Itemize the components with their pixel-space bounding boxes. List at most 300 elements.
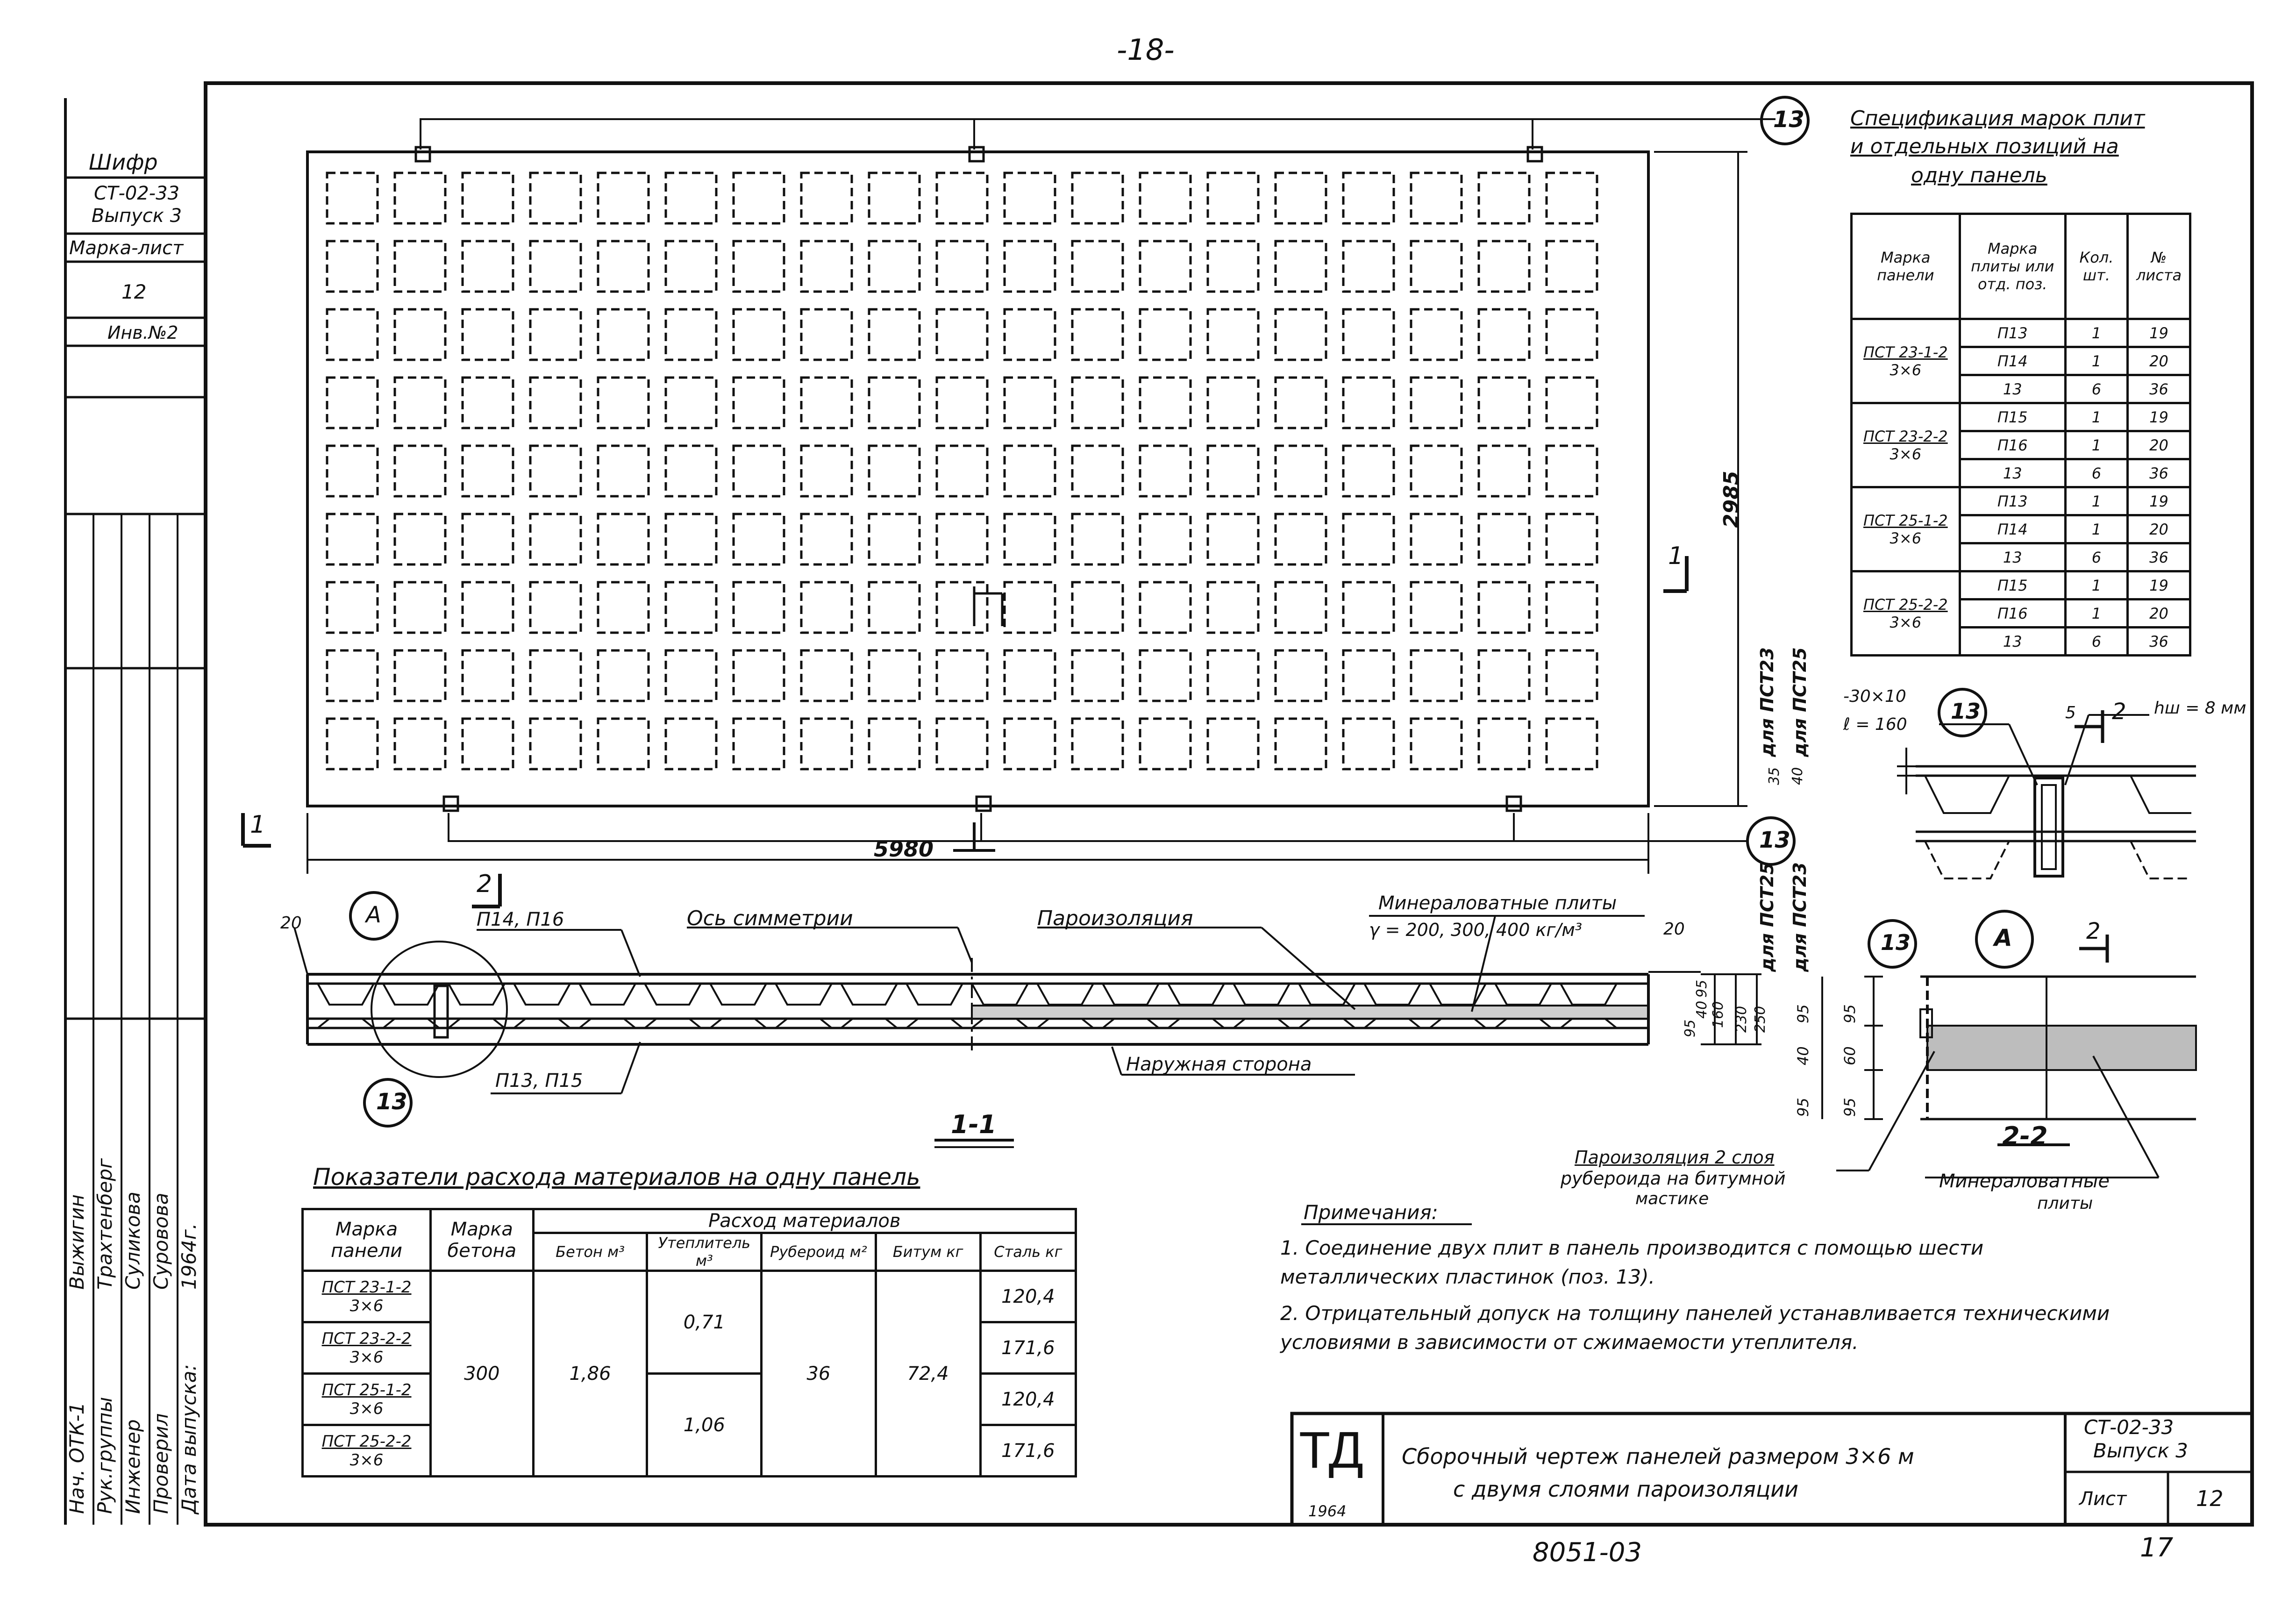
plan-cell bbox=[1276, 241, 1326, 292]
plan-cell bbox=[1479, 514, 1529, 564]
dim-95-b: 95 bbox=[1694, 979, 1710, 998]
spec-cell: 13 bbox=[1960, 628, 2065, 656]
plan-cell bbox=[1343, 378, 1394, 428]
section-rib-top bbox=[972, 984, 1028, 1005]
sheet-label: Лист bbox=[2079, 1488, 2127, 1510]
section-mark-2-plan: 2 bbox=[477, 870, 492, 898]
plan-cell bbox=[463, 514, 513, 564]
section-rib-bottom bbox=[1103, 1019, 1159, 1028]
plan-cell bbox=[1479, 582, 1529, 633]
spec-panel-3: ПСТ 25-1-2 bbox=[1863, 511, 1948, 529]
plan-cell bbox=[1072, 241, 1123, 292]
title-line-1: Сборочный чертеж панелей размером 3×6 м bbox=[1402, 1444, 1914, 1469]
spec-cell: 20 bbox=[2128, 431, 2190, 459]
plan-cell bbox=[869, 378, 920, 428]
spec-cell: 19 bbox=[2128, 487, 2190, 515]
plan-cell bbox=[598, 514, 649, 564]
plan-cell bbox=[734, 241, 784, 292]
dim-250: 250 bbox=[1752, 1006, 1768, 1033]
plan-cell bbox=[937, 173, 987, 223]
plan-cell bbox=[869, 582, 920, 633]
plan-cell bbox=[666, 582, 716, 633]
plan-cell bbox=[1005, 582, 1055, 633]
plan-cell bbox=[1208, 446, 1258, 496]
plan-cell bbox=[1411, 173, 1462, 223]
spec-cell: П13 bbox=[1960, 319, 2065, 347]
plan-cell bbox=[1411, 241, 1462, 292]
spec-col-plate: Марка плиты или отд. поз. bbox=[1960, 214, 2065, 319]
plan-cell bbox=[666, 309, 716, 360]
plan-cell bbox=[1208, 173, 1258, 223]
spec-cell: 20 bbox=[2128, 347, 2190, 375]
spec-cell: П14 bbox=[1960, 515, 2065, 543]
mat-panel-4-mark: ПСТ 25-2-2 bbox=[321, 1432, 412, 1451]
plan-cell bbox=[395, 173, 445, 223]
mat-panel-4 bbox=[303, 1425, 431, 1477]
plan-cell bbox=[937, 241, 987, 292]
inv-number: Инв.№2 bbox=[107, 322, 178, 343]
section-rib-bottom bbox=[449, 1019, 505, 1028]
section-rib-bottom bbox=[1299, 1019, 1355, 1028]
plan-cell bbox=[1072, 719, 1123, 769]
section-rib-top bbox=[1364, 984, 1420, 1005]
plan-cell bbox=[1547, 719, 1597, 769]
dim-2-2-f: 95 bbox=[1841, 1098, 1859, 1117]
marka-list-value: 12 bbox=[121, 280, 147, 303]
spec-cell: 19 bbox=[2128, 571, 2190, 600]
plan-cell bbox=[327, 514, 378, 564]
plan-cell bbox=[937, 514, 987, 564]
vapor-insulation-band bbox=[972, 1006, 1648, 1019]
spec-cell: 36 bbox=[2128, 543, 2190, 571]
plate-size-label: -30×10 bbox=[1843, 687, 1906, 706]
callout-13-detail: 13 bbox=[1951, 699, 1981, 724]
mat-col-ruberoid: Рубероид м² bbox=[762, 1233, 876, 1271]
plan-cell bbox=[1547, 446, 1597, 496]
section-rib-top bbox=[1168, 984, 1224, 1005]
label-symmetry-axis: Ось симметрии bbox=[687, 906, 853, 930]
spec-size-3: 3×6 bbox=[1890, 529, 1922, 547]
plan-cell bbox=[734, 309, 784, 360]
section-rib-bottom bbox=[579, 1019, 635, 1028]
shifr-value: СТ-02-33 Выпуск 3 bbox=[91, 183, 182, 227]
spec-cell: П16 bbox=[1960, 431, 2065, 459]
spec-group-1 bbox=[1852, 319, 1960, 403]
plan-cell bbox=[1005, 378, 1055, 428]
plan-cell bbox=[1140, 309, 1191, 360]
vapor-2-2-line3: мастике bbox=[1635, 1189, 1709, 1208]
plan-cell bbox=[1072, 582, 1123, 633]
spec-cell: 6 bbox=[2065, 459, 2127, 487]
plan-cell bbox=[1276, 650, 1326, 701]
plan-cell bbox=[1411, 378, 1462, 428]
plan-cell bbox=[530, 719, 581, 769]
section-rib-bottom bbox=[1561, 1019, 1617, 1028]
plan-cell bbox=[1343, 173, 1394, 223]
label-p14-p16: П14, П16 bbox=[477, 909, 564, 930]
plan-cell bbox=[530, 378, 581, 428]
mat-col-concrete: Бетон м³ bbox=[533, 1233, 647, 1271]
shifr-label: Шифр bbox=[89, 150, 158, 175]
spec-cell: П15 bbox=[1960, 403, 2065, 431]
label-p13-p15: П13, П15 bbox=[495, 1070, 583, 1092]
section-rib-bottom bbox=[318, 1019, 374, 1028]
name-1: Выжигин bbox=[65, 1194, 88, 1290]
section-1-1-title: 1-1 bbox=[951, 1110, 997, 1139]
plan-cell bbox=[1411, 582, 1462, 633]
spec-cell: 1 bbox=[2065, 431, 2127, 459]
section-rib-bottom bbox=[710, 1019, 766, 1028]
plan-cell bbox=[1343, 719, 1394, 769]
plan-cell bbox=[1547, 514, 1597, 564]
plan-cell bbox=[1547, 173, 1597, 223]
mat-panel-4-size: 3×6 bbox=[349, 1450, 384, 1470]
mat-steel-1: 120,4 bbox=[980, 1271, 1076, 1322]
spec-panel-2: ПСТ 23-2-2 bbox=[1863, 427, 1948, 445]
dim-5: 5 bbox=[2065, 703, 2076, 722]
plan-cell bbox=[1140, 650, 1191, 701]
vapor-2-2-line2: рубероида на битумной bbox=[1561, 1168, 1786, 1189]
spec-cell: П15 bbox=[1960, 571, 2065, 600]
for-pst23-vertical: для ПСТ23 bbox=[1757, 647, 1777, 757]
plan-cell bbox=[327, 582, 378, 633]
plan-cell bbox=[598, 446, 649, 496]
plan-cell bbox=[1547, 650, 1597, 701]
plan-cell bbox=[1343, 241, 1394, 292]
plan-cell bbox=[463, 309, 513, 360]
mat-bitumen: 72,4 bbox=[876, 1271, 980, 1477]
section-rib-top bbox=[645, 984, 701, 1005]
spec-col-qty: Кол. шт. bbox=[2065, 214, 2127, 319]
section-rib-top bbox=[1495, 984, 1551, 1005]
mat-steel-4: 171,6 bbox=[980, 1425, 1076, 1477]
dim-20-right: 20 bbox=[1663, 920, 1685, 939]
plan-cell bbox=[598, 241, 649, 292]
callout-a-section: А bbox=[366, 902, 381, 928]
spec-cell: 13 bbox=[1960, 375, 2065, 403]
plan-cell bbox=[1411, 309, 1462, 360]
label-mineral-plates: Минераловатные плиты bbox=[1378, 892, 1617, 914]
mat-panel-3 bbox=[303, 1374, 431, 1425]
plan-cell bbox=[1276, 446, 1326, 496]
mat-col-insulation: Утеплитель м³ bbox=[647, 1233, 762, 1271]
plan-cell bbox=[937, 582, 987, 633]
for-pst25-2-2: для ПСТ25 bbox=[1757, 862, 1777, 972]
plan-cell bbox=[395, 582, 445, 633]
plan-cell bbox=[530, 650, 581, 701]
mat-col-panel: Марка панели bbox=[303, 1209, 431, 1271]
plan-cell bbox=[1411, 719, 1462, 769]
plan-cell bbox=[463, 582, 513, 633]
title-code-2: Выпуск 3 bbox=[2093, 1439, 2188, 1462]
spec-title-1: Спецификация марок плит bbox=[1850, 107, 2145, 130]
plan-cell bbox=[1411, 514, 1462, 564]
mat-col-group: Расход материалов bbox=[533, 1209, 1076, 1233]
callout-13-2-2: 13 bbox=[1881, 930, 1911, 955]
dims-right-stack bbox=[1682, 979, 1771, 1037]
plan-cell bbox=[1140, 446, 1191, 496]
plan-cell bbox=[1276, 582, 1326, 633]
plan-cell bbox=[1208, 309, 1258, 360]
plate-length-label: ℓ = 160 bbox=[1843, 715, 1907, 734]
section-rib-top bbox=[514, 984, 570, 1005]
spec-cell: П13 bbox=[1960, 487, 2065, 515]
dim-2-2-b: 40 bbox=[1794, 1046, 1812, 1065]
plan-cell bbox=[395, 446, 445, 496]
plan-cells-grid bbox=[327, 173, 1597, 769]
plan-cell bbox=[598, 173, 649, 223]
spec-cell: 20 bbox=[2128, 600, 2190, 628]
plan-cell bbox=[937, 309, 987, 360]
plan-cell bbox=[530, 241, 581, 292]
plan-cell bbox=[801, 378, 852, 428]
section-rib-bottom bbox=[1364, 1019, 1420, 1028]
plan-cell bbox=[801, 446, 852, 496]
plan-cell bbox=[1140, 719, 1191, 769]
dim-40-detail: 40 bbox=[1790, 767, 1806, 785]
dim-2-2-a: 95 bbox=[1794, 1004, 1812, 1023]
materials-title: Показатели расхода материалов на одну панель bbox=[313, 1163, 920, 1191]
spec-cell: 1 bbox=[2065, 600, 2127, 628]
mat-ruberoid: 36 bbox=[762, 1271, 876, 1477]
plan-cell bbox=[598, 650, 649, 701]
spec-cell: 13 bbox=[1960, 543, 2065, 571]
plan-cell bbox=[463, 378, 513, 428]
spec-col-sheet: № листа bbox=[2128, 214, 2190, 319]
spec-cell: 1 bbox=[2065, 487, 2127, 515]
plan-cell bbox=[1276, 514, 1326, 564]
note-1: 1. Соединение двух плит в панель производится с помощью шести металлических пластинок (поз. 13). bbox=[1280, 1236, 1984, 1288]
dim-40: 40 bbox=[1694, 1000, 1710, 1019]
callout-13-top: 13 bbox=[1773, 107, 1804, 133]
section-rib-bottom bbox=[1430, 1019, 1486, 1028]
title-code-1: СТ-02-33 bbox=[2084, 1416, 2174, 1439]
weld-label: hш = 8 мм bbox=[2154, 699, 2246, 718]
plan-cell bbox=[1140, 378, 1191, 428]
plan-cell bbox=[937, 650, 987, 701]
plan-cell bbox=[869, 719, 920, 769]
plan-cell bbox=[869, 514, 920, 564]
plan-cell bbox=[801, 719, 852, 769]
title-line-2: с двумя слоями пароизоляции bbox=[1453, 1477, 1799, 1502]
mat-concrete: 1,86 bbox=[533, 1271, 647, 1477]
spec-group-3 bbox=[1852, 487, 1960, 571]
plan-cell bbox=[666, 514, 716, 564]
plan-cell bbox=[1343, 650, 1394, 701]
mat-panel-3-mark: ПСТ 25-1-2 bbox=[321, 1380, 412, 1399]
spec-group-4 bbox=[1852, 571, 1960, 656]
plan-cell bbox=[1208, 378, 1258, 428]
role-2: Рук.группы bbox=[93, 1397, 116, 1514]
dim-230: 230 bbox=[1733, 1006, 1750, 1033]
plan-cell bbox=[395, 378, 445, 428]
mat-col-steel: Сталь кг bbox=[980, 1233, 1076, 1271]
plan-cell bbox=[1005, 650, 1055, 701]
plan-cell bbox=[801, 582, 852, 633]
plan-cell bbox=[1547, 241, 1597, 292]
label-density: γ = 200, 300, 400 кг/м³ bbox=[1369, 920, 1583, 940]
mat-panel-1 bbox=[303, 1271, 431, 1322]
plan-cell bbox=[463, 446, 513, 496]
section-rib-top bbox=[318, 984, 374, 1005]
title-year: 1964 bbox=[1308, 1502, 1347, 1520]
label-outer-side: Наружная сторона bbox=[1126, 1054, 1312, 1075]
mat-panel-1-size: 3×6 bbox=[349, 1296, 384, 1315]
plan-cell bbox=[937, 719, 987, 769]
mat-panel-2-mark: ПСТ 23-2-2 bbox=[321, 1329, 412, 1348]
plan-cell bbox=[327, 446, 378, 496]
section-rib-bottom bbox=[1495, 1019, 1551, 1028]
plan-cell bbox=[327, 309, 378, 360]
name-2: Трахтенберг bbox=[93, 1158, 116, 1290]
plan-cell bbox=[1208, 514, 1258, 564]
plan-cell bbox=[937, 446, 987, 496]
for-pst25-vertical: для ПСТ25 bbox=[1790, 647, 1810, 757]
mat-panel-2-size: 3×6 bbox=[349, 1348, 384, 1367]
spec-cell: 1 bbox=[2065, 515, 2127, 543]
plan-cell bbox=[1208, 650, 1258, 701]
plan-cell bbox=[801, 173, 852, 223]
plan-cell bbox=[1547, 378, 1597, 428]
section-rib-bottom bbox=[906, 1019, 963, 1028]
section-rib-top bbox=[579, 984, 635, 1005]
mineral-2-2-line1: Минераловатные bbox=[1939, 1171, 2110, 1192]
plan-width-dimension: 5980 bbox=[874, 836, 934, 862]
role-5: Дата выпуска: bbox=[178, 1364, 200, 1514]
plan-cell bbox=[1276, 173, 1326, 223]
plan-cell bbox=[1140, 241, 1191, 292]
marka-list-label: Марка-лист bbox=[69, 237, 184, 259]
spec-col-panel: Марка панели bbox=[1852, 214, 1960, 319]
plan-cell bbox=[395, 309, 445, 360]
plan-cell bbox=[1208, 719, 1258, 769]
sheet-value: 12 bbox=[2196, 1486, 2224, 1511]
plan-cell bbox=[598, 309, 649, 360]
spec-cell: 6 bbox=[2065, 543, 2127, 571]
spec-table bbox=[1850, 213, 2191, 657]
plan-cell bbox=[869, 446, 920, 496]
people-block bbox=[65, 1028, 206, 1523]
plan-cell bbox=[598, 582, 649, 633]
name-3: Суликова bbox=[121, 1192, 144, 1290]
plan-cell bbox=[1140, 173, 1191, 223]
role-1: Нач. ОТК-1 bbox=[65, 1402, 88, 1514]
label-vapor-barrier: Пароизоляция bbox=[1037, 906, 1193, 930]
plan-cell bbox=[869, 241, 920, 292]
plan-cell bbox=[463, 241, 513, 292]
mineral-2-2-line2: плиты bbox=[2037, 1194, 2093, 1213]
dims-2-2 bbox=[1794, 981, 1878, 1121]
spec-panel-1: ПСТ 23-1-2 bbox=[1863, 343, 1948, 361]
plan-cell bbox=[1479, 173, 1529, 223]
mat-panel-2 bbox=[303, 1322, 431, 1374]
mat-col-bitumen: Битум кг bbox=[876, 1233, 980, 1271]
materials-table bbox=[301, 1208, 1077, 1478]
plan-cell bbox=[869, 309, 920, 360]
plan-cell bbox=[530, 309, 581, 360]
name-4: Суровова bbox=[150, 1192, 172, 1290]
section-rib-top bbox=[1234, 984, 1290, 1005]
plan-cell bbox=[1072, 650, 1123, 701]
mat-steel-3: 120,4 bbox=[980, 1374, 1076, 1425]
plan-cell bbox=[734, 378, 784, 428]
for-pst23-2-2: для ПСТ23 bbox=[1790, 862, 1810, 972]
section-rib-bottom bbox=[514, 1019, 570, 1028]
callout-13-plan-bottom: 13 bbox=[1759, 827, 1790, 853]
dim-35: 35 bbox=[1766, 767, 1783, 785]
spec-cell: 6 bbox=[2065, 375, 2127, 403]
section-mark-2-detail-b: 2 bbox=[2086, 918, 2101, 944]
plan-cell bbox=[1343, 582, 1394, 633]
plan-cell bbox=[1005, 719, 1055, 769]
plan-cell bbox=[666, 378, 716, 428]
dim-95-a: 95 bbox=[1682, 1019, 1698, 1037]
plan-height-dimension: 2985 bbox=[1719, 471, 1743, 528]
plan-cell bbox=[530, 173, 581, 223]
plan-cell bbox=[1547, 582, 1597, 633]
footer-stamp: 8051-03 bbox=[1533, 1537, 1642, 1568]
callout-13-section: 13 bbox=[376, 1089, 407, 1115]
plan-cell bbox=[1005, 309, 1055, 360]
footer-page: 17 bbox=[2140, 1533, 2174, 1563]
plan-cell bbox=[1411, 650, 1462, 701]
section-rib-bottom bbox=[1037, 1019, 1093, 1028]
plan-cell bbox=[1072, 173, 1123, 223]
plan-cell bbox=[1208, 582, 1258, 633]
dim-2-2-e: 60 bbox=[1841, 1046, 1859, 1065]
plan-cell bbox=[1479, 309, 1529, 360]
plan-cell bbox=[869, 173, 920, 223]
plan-cell bbox=[1479, 446, 1529, 496]
spec-cell: 36 bbox=[2128, 375, 2190, 403]
spec-cell: 19 bbox=[2128, 403, 2190, 431]
section-mark-1-right: 1 bbox=[1668, 542, 1684, 570]
plan-cell bbox=[598, 378, 649, 428]
plan-cell bbox=[395, 650, 445, 701]
plan-cell bbox=[666, 719, 716, 769]
spec-cell: 19 bbox=[2128, 319, 2190, 347]
plan-cell bbox=[1140, 582, 1191, 633]
plan-cell bbox=[734, 446, 784, 496]
section-rib-bottom bbox=[1168, 1019, 1224, 1028]
spec-title-3: одну панель bbox=[1911, 164, 2047, 187]
plan-cell bbox=[1072, 446, 1123, 496]
section-rib-top bbox=[906, 984, 963, 1005]
plan-cell bbox=[327, 650, 378, 701]
section-rib-bottom bbox=[776, 1019, 832, 1028]
plan-cell bbox=[734, 582, 784, 633]
plan-cell bbox=[1072, 514, 1123, 564]
section-rib-top bbox=[710, 984, 766, 1005]
mat-concrete-grade: 300 bbox=[431, 1271, 533, 1477]
section-rib-top bbox=[1103, 984, 1159, 1005]
plan-cell bbox=[327, 719, 378, 769]
dim-2-2-d: 95 bbox=[1841, 1004, 1859, 1023]
spec-cell: 6 bbox=[2065, 628, 2127, 656]
plan-cell bbox=[463, 650, 513, 701]
plan-cell bbox=[734, 650, 784, 701]
plan-cell bbox=[395, 719, 445, 769]
plan-cell bbox=[734, 719, 784, 769]
spec-size-4: 3×6 bbox=[1890, 613, 1922, 631]
spec-title-2: и отдельных позиций на bbox=[1850, 135, 2119, 158]
section-rib-top bbox=[449, 984, 505, 1005]
dim-20-left: 20 bbox=[280, 914, 302, 933]
section-rib-bottom bbox=[841, 1019, 897, 1028]
section-rib-top bbox=[841, 984, 897, 1005]
section-rib-top bbox=[776, 984, 832, 1005]
detail-a-circle bbox=[371, 942, 507, 1077]
